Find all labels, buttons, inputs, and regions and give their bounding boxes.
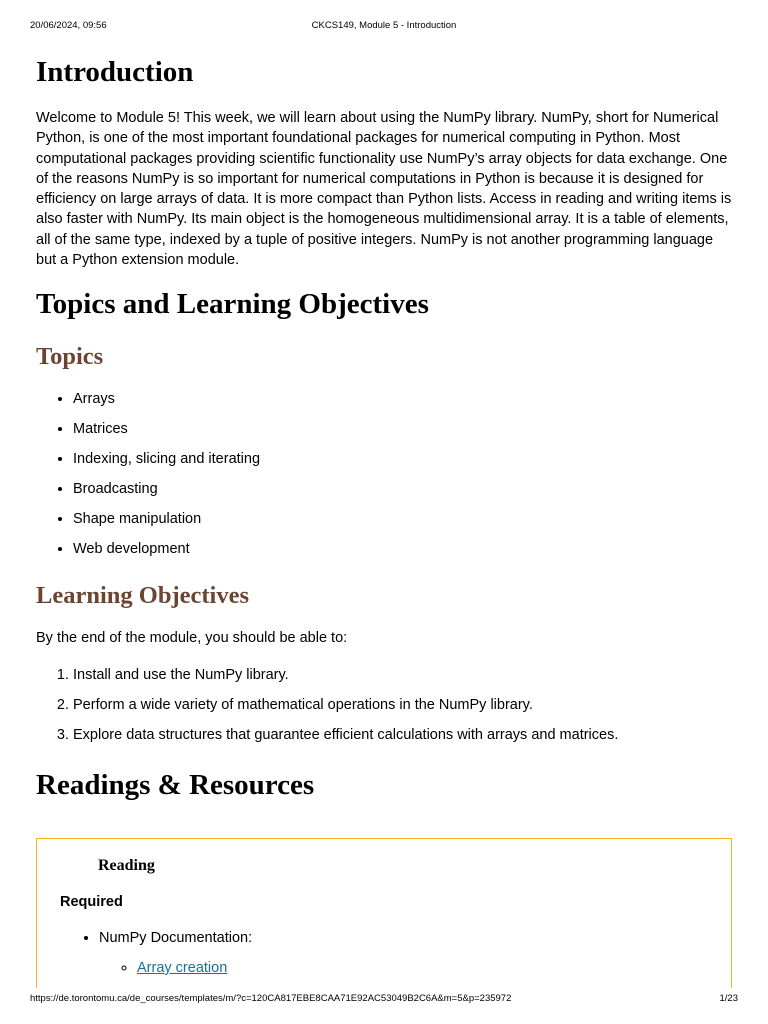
topics-heading: Topics xyxy=(36,343,104,370)
reading-box xyxy=(36,838,732,988)
list-item: • Shape manipulation xyxy=(73,509,260,539)
topics-objectives-heading: Topics and Learning Objectives xyxy=(36,288,429,320)
topics-list xyxy=(36,389,260,569)
reading-box-title: Reading xyxy=(98,857,155,874)
array-creation-link[interactable]: Array creation xyxy=(137,960,228,976)
print-document-title: CKCS149, Module 5 - Introduction xyxy=(311,20,457,31)
list-item: • Matrices xyxy=(73,419,260,449)
list-item: • Web development xyxy=(73,539,260,569)
numpy-documentation-label: NumPy Documentation: xyxy=(99,930,253,946)
readings-resources-heading: Readings & Resources xyxy=(36,769,315,801)
print-footer xyxy=(0,992,768,1006)
list-item xyxy=(137,958,252,978)
introduction-paragraph: Welcome to Module 5! This week, we will learn about using the NumPy library. NumPy, short for Numerical Python, is one of the most important foundational packages for numerical computing in Python. Most computational packages providing scientific functionality use NumPy’s array objects for data exchange. One of the reasons NumPy is so important for numerical computations in Python is because it is designed for efficiency on large arrays of data. It is more compact than Python lists. Access in reading and writing items is also faster with NumPy. Its main object is the homogeneous multidimensional array. It is a table of elements, all of the same type, indexed by a tuple of positive integers. NumPy is not another programming language but a Python extension module. xyxy=(36,110,732,269)
list-item: • Broadcasting xyxy=(73,479,260,509)
list-item: • Indexing, slicing and iterating xyxy=(73,449,260,479)
numpy-docs-sublist xyxy=(99,958,252,978)
page-content xyxy=(36,0,736,988)
print-page-url: https://de.torontomu.ca/de_courses/templates/m/?c=120CA817EBE8CAA71E92AC53049B2C6A&m=5&p=235972 xyxy=(30,993,512,1004)
list-item: 1. Install and use the NumPy library. xyxy=(73,665,618,695)
list-item: • Arrays xyxy=(73,389,260,419)
list-item xyxy=(99,928,252,978)
print-datetime: 20/06/2024, 09:56 xyxy=(30,20,107,31)
learning-objectives-heading: Learning Objectives xyxy=(36,582,249,609)
objectives-list xyxy=(36,665,618,755)
required-readings-list xyxy=(60,928,252,978)
required-label: Required xyxy=(60,894,123,910)
introduction-heading: Introduction xyxy=(36,56,194,88)
list-item: 3. Explore data structures that guarantee efficient calculations with arrays and matrices. xyxy=(73,725,618,755)
print-page-number: 1/23 xyxy=(719,993,738,1004)
objectives-intro: By the end of the module, you should be able to: xyxy=(36,630,348,646)
list-item: 2. Perform a wide variety of mathematical operations in the NumPy library. xyxy=(73,695,618,725)
